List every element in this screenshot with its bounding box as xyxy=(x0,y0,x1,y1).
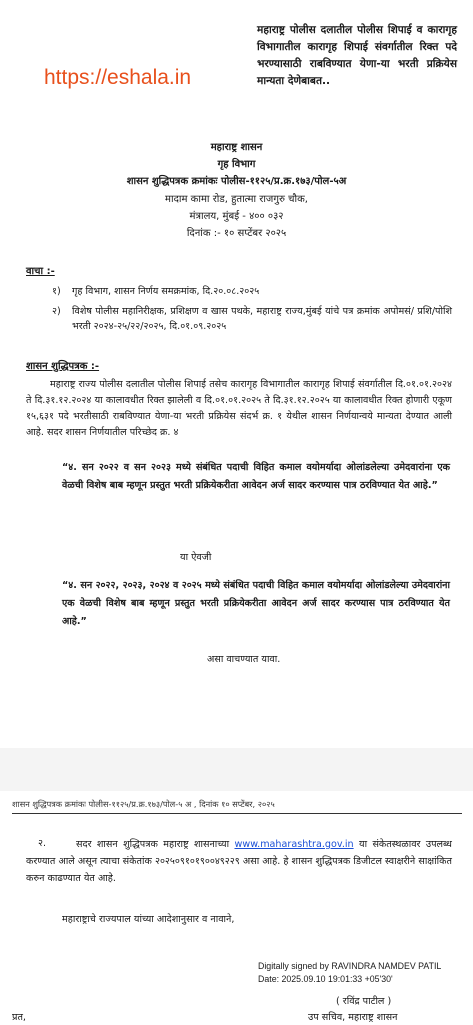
read-item-1-text: गृह विभाग, शासन निर्णय समक्रमांक, दि.२०.०८.२०२५ xyxy=(72,286,260,297)
para-2-text-b: या संकेतस्थळावर उपलब्ध करण्यात आले असून त्याचा संकेतांक २०२५०९१०१९००४९२२९ असा आहे. हे शासन शुद्धिपत्रक डिजीटल स्वाक्षरीने साक्षांकित करुन काढण्यात येत आहे. xyxy=(26,839,452,884)
signatory-designation: उप सचिव, महाराष्ट्र शासन xyxy=(308,1012,398,1023)
para-2-text xyxy=(26,836,452,887)
running-header: शासन शुद्धिपत्रक क्रमांकः पोलीस-११२५/प्र.क्र.१७३/पोल-५ अ , दिनांक १० सप्टेंबर, २०२५ xyxy=(12,799,275,809)
corrigendum-heading: शासन शुद्धिपत्रक :- xyxy=(26,361,100,372)
page-gap xyxy=(0,748,473,791)
address-line-1: मादाम कामा रोड, हुतात्मा राजगुरु चौक, xyxy=(165,194,308,205)
read-item-1-num: १) xyxy=(52,286,61,297)
signature-date: Date: 2025.09.10 19:01:33 +05'30' xyxy=(258,974,393,984)
signature-signer: Digitally signed by RAVINDRA NAMDEV PATIL xyxy=(258,961,442,971)
read-item-2-text: विशेष पोलीस महानिरीक्षक, प्रशिक्षण व खास पथके, महाराष्ट्र राज्य,मुंबई यांचे पत्र क्रमांक अपोमसं/ प्रशि/पोशि भरती २०२४-२५/२२/२०२५, दि.०१.०९.२०२५ xyxy=(72,306,452,332)
maharashtra-gov-link[interactable]: www.maharashtra.gov.in xyxy=(234,839,354,850)
signatory-name: ( रविंद्र पाटील ) xyxy=(336,996,392,1007)
dept-name: गृह विभाग xyxy=(217,159,256,170)
governor-order-text: महाराष्ट्राचे राज्यपाल यांच्या आदेशानुसार व नावाने, xyxy=(62,914,235,925)
instead-text: या ऐवजी xyxy=(180,552,212,563)
digital-signature xyxy=(258,960,441,986)
read-item-2-num: २) xyxy=(52,306,61,317)
replacement-clause: “४. सन २०२२, २०२३, २०२४ व २०२५ मध्ये संबंधित पदाची विहित कमाल वयोमर्यादा ओलांडलेल्या उमेदवारांना एक वेळची विशेष बाब म्हणून प्रस्तुत भरती प्रक्रियेकरीता आवेदन अर्ज सादर करण्यास पात्र ठरविण्यात येत आहे.” xyxy=(62,580,450,627)
para-2-number: २. xyxy=(38,838,47,849)
original-clause: “४. सन २०२२ व सन २०२३ मध्ये संबंधित पदाची विहित कमाल वयोमर्यादा ओलांडलेल्या उमेदवारांना एक वेळची विशेष बाब म्हणून प्रस्तुत भरती प्रक्रियेकरीता आवेदन अर्ज सादर करण्यास पात्र ठरविण्यात येत आहे.” xyxy=(62,462,450,491)
reference-number: शासन शुद्धिपत्रक क्रमांकः पोलीस-११२५/प्र.क्र.१७३/पोल-५अ xyxy=(126,176,347,187)
watermark-url: https://eshala.in xyxy=(44,66,192,89)
read-heading: वाचा :- xyxy=(26,266,55,277)
header-divider xyxy=(12,813,462,814)
issue-date: दिनांक :- १० सप्टेंबर २०२५ xyxy=(186,228,287,239)
govt-name: महाराष्ट्र शासन xyxy=(210,142,263,153)
subject-text: महाराष्ट्र पोलीस दलातील पोलीस शिपाई व कारागृह विभागातील कारागृह शिपाई संवर्गातील रिक्त पदे भरण्यासाठी राबविण्यात येणा-या भरती प्रक्रियेस मान्यता देणेबाबत.. xyxy=(257,24,457,87)
copy-to-label: प्रत, xyxy=(12,1012,26,1023)
corrigendum-paragraph: महाराष्ट्र राज्य पोलीस दलातील पोलीस शिपाई तसेच कारागृह विभागातील कारागृह शिपाई संवर्गातील दि.०१.०१.२०२४ ते दि.३१.१२.२०२४ या कालावधीत रिक्त झालेली व दि.०१.०१.२०२५ ते दि.३१.१२.२०२५ या कालावधीत रिक्त होणारी एकूण १५,६३१ पदे भरतीसाठी राबविण्यात येणा-या भरती प्रक्रियेस संदर्भ क्र. १ येथील शासन निर्णयान्वये मान्यता देण्यात आली आहे. सदर शासन निर्णयातील परिच्छेद क्र. ४ xyxy=(26,379,452,438)
para-2-text-a: सदर शासन शुद्धिपत्रक महाराष्ट्र शासनाच्या xyxy=(76,839,230,850)
read-as-text: असा वाचण्यात यावा. xyxy=(207,654,281,665)
address-line-2: मंत्रालय, मुंबई - ४०० ०३२ xyxy=(189,211,284,222)
